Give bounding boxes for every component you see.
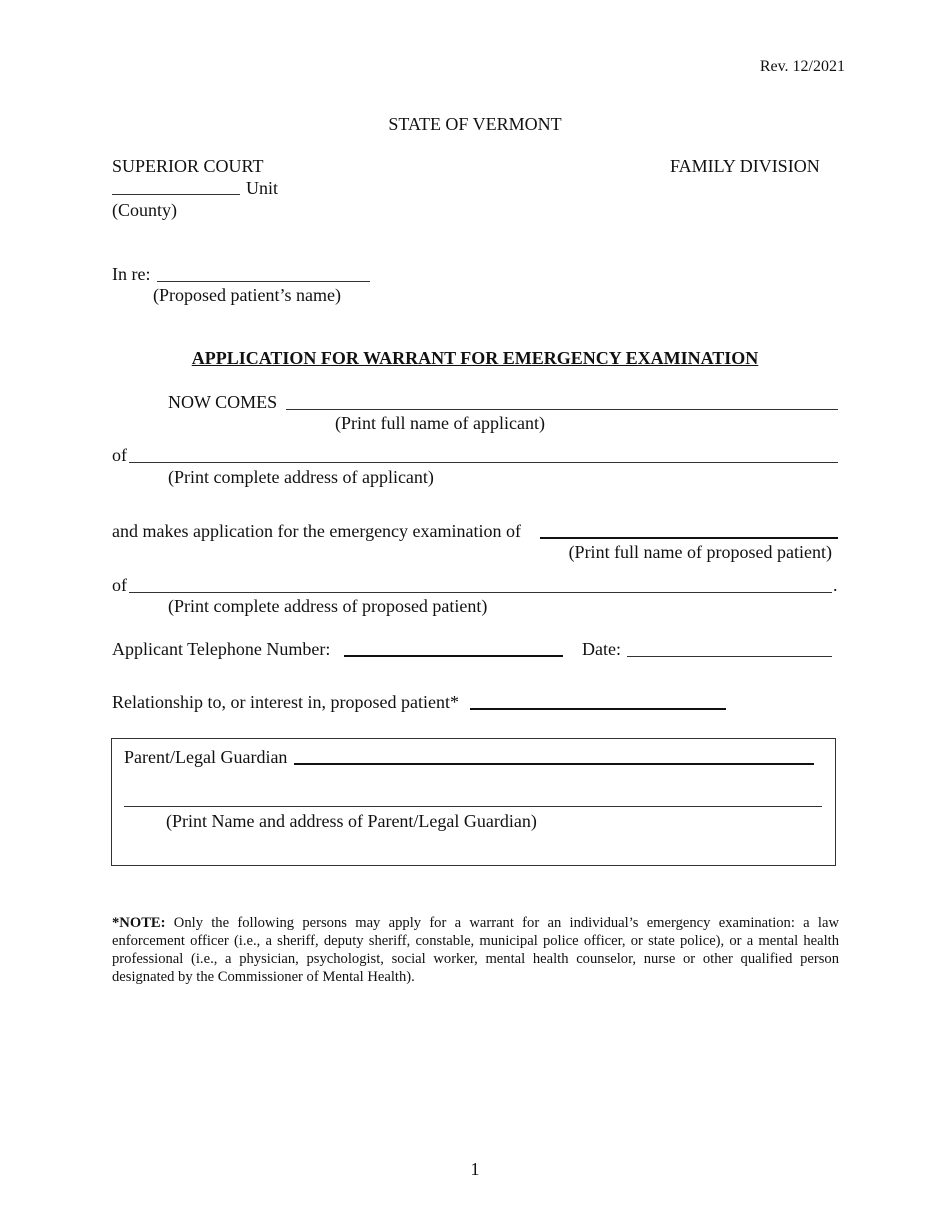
applicant-address-caption: (Print complete address of applicant) [168, 467, 434, 487]
proposed-patient-address-field[interactable] [129, 592, 832, 593]
page-number: 1 [470, 1159, 480, 1179]
guardian-label: Parent/Legal Guardian [124, 747, 288, 767]
revision-date: Rev. 12/2021 [759, 58, 845, 75]
relationship-label: Relationship to, or interest in, proposed patient* [112, 692, 459, 712]
court-name: SUPERIOR COURT [112, 156, 264, 176]
applicant-address-field[interactable] [129, 462, 838, 463]
note-text: Only the following persons may apply for a warrant for an individual’s emergency examination: a law enforcement officer (i.e., a sheriff, deputy sheriff, constable, municipal police officer, or state police), or a mental health professional (i.e., a physician, psychologist, social worker, mental health counselor, nurse or other qualified person designated by the Commissioner of Mental Health). [112, 915, 839, 985]
proposed-patient-full-name-field[interactable] [540, 537, 838, 539]
proposed-patient-name-caption: (Proposed patient’s name) [153, 285, 341, 305]
date-field[interactable] [627, 656, 832, 657]
proposed-patient-address-caption: (Print complete address of proposed patient) [168, 596, 488, 616]
address-period: . [833, 575, 838, 595]
guardian-caption: (Print Name and address of Parent/Legal Guardian) [166, 811, 537, 831]
application-statement: and makes application for the emergency examination of [112, 521, 522, 541]
guardian-name-field[interactable] [294, 763, 814, 765]
phone-field[interactable] [344, 655, 563, 657]
proposed-patient-name-field[interactable] [157, 281, 370, 282]
unit-label: Unit [246, 178, 279, 198]
phone-label: Applicant Telephone Number: [112, 639, 331, 659]
now-comes-label: NOW COMES [168, 392, 278, 412]
eligibility-note [112, 914, 839, 986]
form-title: APPLICATION FOR WARRANT FOR EMERGENCY EXAMINATION [191, 348, 759, 368]
state-heading: STATE OF VERMONT [388, 114, 562, 134]
county-label: (County) [112, 200, 177, 220]
applicant-name-caption: (Print full name of applicant) [335, 413, 545, 433]
proposed-patient-full-name-caption: (Print full name of proposed patient) [568, 542, 832, 562]
of-label-patient: of [112, 575, 127, 595]
relationship-field[interactable] [470, 708, 726, 710]
note-label: *NOTE: [112, 915, 166, 931]
of-label-applicant: of [112, 445, 127, 465]
in-re-label: In re: [112, 264, 151, 284]
date-label: Date: [582, 639, 621, 659]
unit-field[interactable] [112, 194, 240, 195]
applicant-name-field[interactable] [286, 409, 838, 410]
guardian-address-field[interactable] [124, 806, 822, 807]
division-name: FAMILY DIVISION [670, 156, 820, 176]
